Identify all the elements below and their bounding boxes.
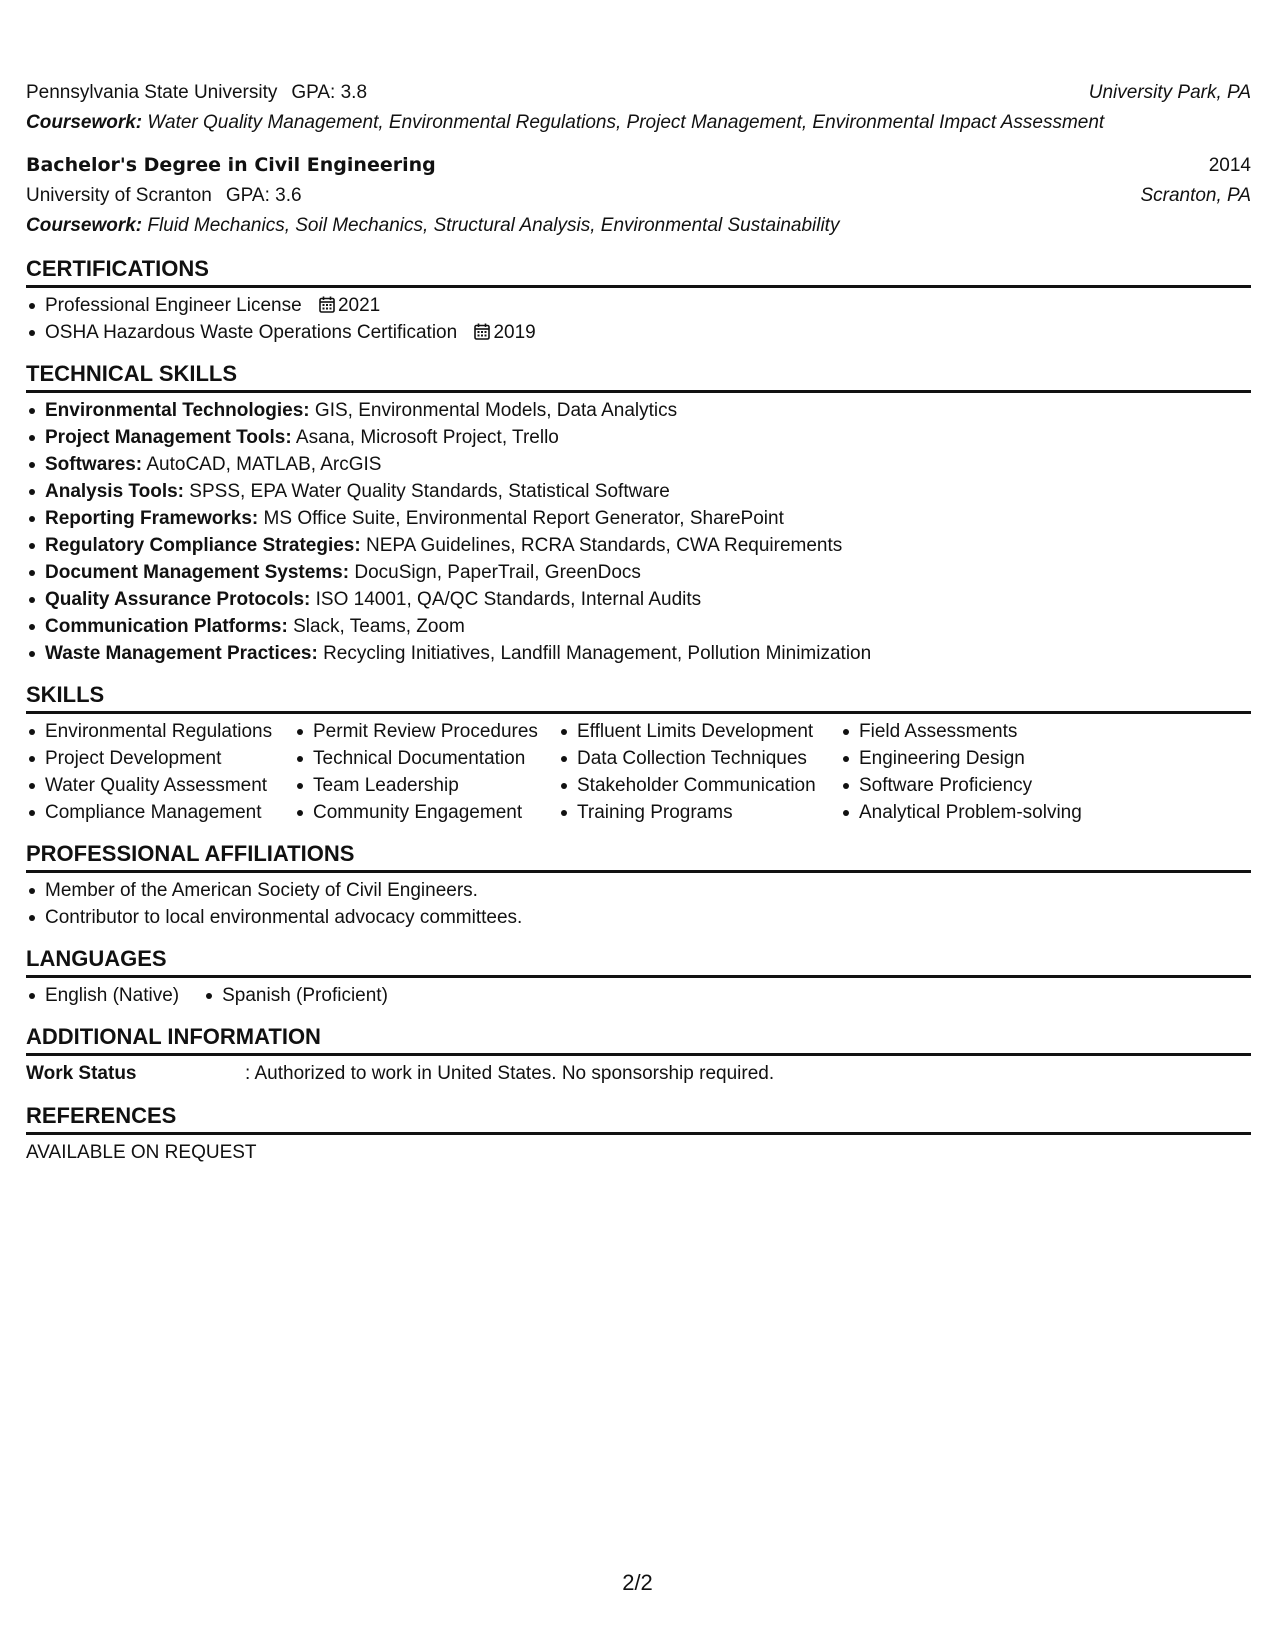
education-school-row [26,78,1251,108]
list-item: Contributor to local environmental advocacy committees. [26,904,1251,931]
work-status-value: : Authorized to work in United States. No sponsorship required. [245,1063,775,1084]
certification-year: 2021 [337,295,381,316]
list-item [26,424,1251,451]
list-item: Field Assessments [840,718,1140,745]
list-item: Project Development [26,745,294,772]
skill-values: Recycling Initiatives, Landfill Management, Pollution Minimization [323,643,872,664]
technical-skills-list [26,397,1251,667]
skill-values: AutoCAD, MATLAB, ArcGIS [146,454,382,475]
school-location: University Park, PA [1088,82,1251,103]
list-item: Training Programs [558,799,840,826]
skills-column [26,718,294,826]
coursework-label: Coursework: [26,112,143,133]
coursework-list: Fluid Mechanics, Soil Mechanics, Structural Analysis, Environmental Sustainability [147,215,840,236]
list-item: Team Leadership [294,772,558,799]
skill-values: DocuSign, PaperTrail, GreenDocs [354,562,641,583]
calendar-icon [319,296,335,313]
skill-values: Asana, Microsoft Project, Trello [295,427,559,448]
section-title-certifications: CERTIFICATIONS [26,255,1251,288]
list-item: Member of the American Society of Civil Engineers. [26,877,1251,904]
list-item [26,451,1251,478]
coursework-row [26,108,1251,138]
school-location: Scranton, PA [1140,185,1251,206]
skill-category: Softwares: [45,454,143,475]
list-item: Engineering Design [840,745,1140,772]
certification-name: OSHA Hazardous Waste Operations Certification [45,322,458,343]
list-item [26,397,1251,424]
coursework-row [26,211,1251,241]
skills-column [840,718,1140,826]
skills-column [558,718,840,826]
certification-year: 2019 [493,322,536,343]
affiliations-list [26,877,1251,931]
section-title-additional-information: ADDITIONAL INFORMATION [26,1023,1251,1056]
list-item [26,319,1251,346]
skill-values: SPSS, EPA Water Quality Standards, Statistical Software [189,481,670,502]
skill-category: Waste Management Practices: [45,643,318,664]
list-item: Community Engagement [294,799,558,826]
education-degree-row [26,150,1251,181]
list-item [26,559,1251,586]
skill-category: Document Management Systems: [45,562,350,583]
coursework-label: Coursework: [26,215,143,236]
list-item: Effluent Limits Development [558,718,840,745]
list-item [26,505,1251,532]
degree-title: Bachelor's Degree in Civil Engineering [26,154,436,176]
page-number: 2/2 [622,1570,653,1595]
section-title-languages: LANGUAGES [26,945,1251,978]
list-item: Permit Review Procedures [294,718,558,745]
list-item [26,613,1251,640]
section-title-references: REFERENCES [26,1102,1251,1135]
skill-values: MS Office Suite, Environmental Report Generator, SharePoint [263,508,784,529]
certifications-list [26,292,1251,346]
skill-category: Quality Assurance Protocols: [45,589,311,610]
calendar-icon [474,323,490,340]
list-item: Analytical Problem-solving [840,799,1140,826]
list-item [26,292,1251,319]
skill-category: Communication Platforms: [45,616,288,637]
list-item [26,640,1251,667]
gpa: GPA: 3.6 [225,185,302,206]
list-item: Spanish (Proficient) [203,982,388,1009]
languages-list [26,982,1251,1009]
section-title-skills: SKILLS [26,681,1251,714]
list-item: Compliance Management [26,799,294,826]
school-name: Pennsylvania State University [26,82,278,103]
coursework-list: Water Quality Management, Environmental Regulations, Project Management, Environmental Impact Assessment [147,112,1105,133]
skills-grid [26,718,1251,826]
skill-values: ISO 14001, QA/QC Standards, Internal Audits [315,589,702,610]
work-status-row [26,1060,1251,1088]
gpa: GPA: 3.8 [291,82,368,103]
list-item [26,586,1251,613]
certification-name: Professional Engineer License [45,295,302,316]
skills-column [294,718,558,826]
education-entry [26,78,1251,138]
list-item: Environmental Regulations [26,718,294,745]
skill-values: GIS, Environmental Models, Data Analytics [314,400,678,421]
list-item: Technical Documentation [294,745,558,772]
section-title-technical-skills: TECHNICAL SKILLS [26,360,1251,393]
skill-category: Environmental Technologies: [45,400,310,421]
work-status-label: Work Status [26,1063,137,1084]
skill-values: NEPA Guidelines, RCRA Standards, CWA Requirements [365,535,843,556]
degree-year: 2014 [1208,155,1251,176]
list-item [26,532,1251,559]
skill-values: Slack, Teams, Zoom [293,616,465,637]
education-entry [26,150,1251,241]
list-item: Data Collection Techniques [558,745,840,772]
list-item: English (Native) [26,982,179,1009]
section-title-affiliations: PROFESSIONAL AFFILIATIONS [26,840,1251,873]
list-item [26,478,1251,505]
education-school-row [26,181,1251,211]
resume-page [26,78,1251,1167]
list-item: Software Proficiency [840,772,1140,799]
skill-category: Analysis Tools: [45,481,185,502]
references-text: AVAILABLE ON REQUEST [26,1142,257,1163]
list-item: Stakeholder Communication [558,772,840,799]
list-item: Water Quality Assessment [26,772,294,799]
school-name: University of Scranton [26,185,212,206]
skill-category: Project Management Tools: [45,427,292,448]
skill-category: Reporting Frameworks: [45,508,259,529]
skill-category: Regulatory Compliance Strategies: [45,535,361,556]
